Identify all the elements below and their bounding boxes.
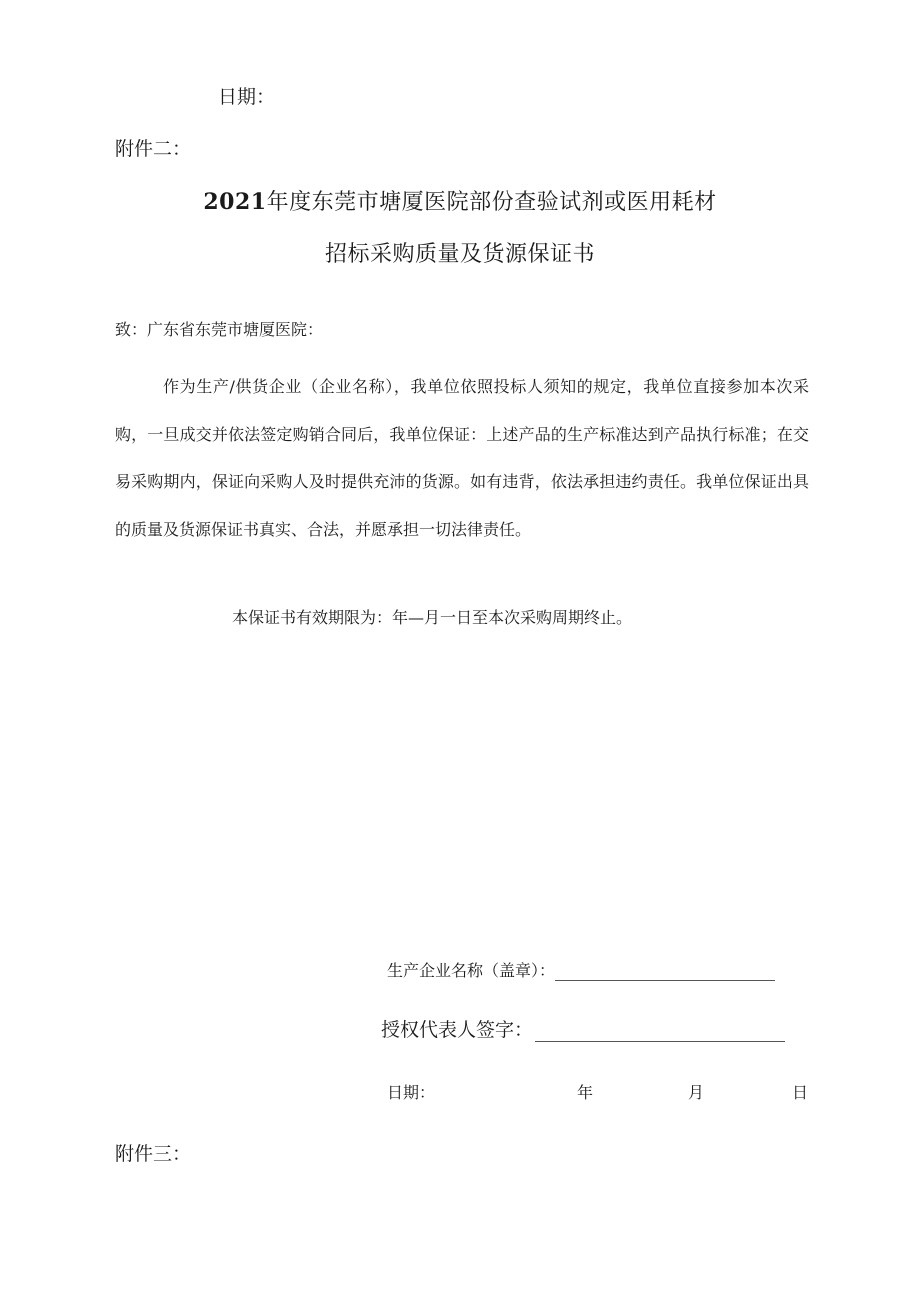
annex-two-label: 附件二：: [115, 138, 192, 160]
header-date-label: 日期：: [218, 86, 276, 108]
annex-three-label: 附件三：: [115, 1143, 192, 1165]
title-year: 2021: [203, 189, 267, 215]
company-name-signature-row: [387, 958, 775, 981]
title-line-1-text: 年度东莞市塘厦医院部份查验试剂或医用耗材: [266, 190, 717, 215]
representative-signature-blank[interactable]: [535, 1021, 785, 1042]
letter-addressee: 致：广东省东莞市塘厦医院：: [115, 320, 324, 339]
representative-signature-row: [381, 1015, 785, 1042]
signature-date-day: 日: [792, 1083, 809, 1102]
document-title-line-1: [0, 185, 920, 216]
signature-date-month: 月: [688, 1083, 705, 1102]
signature-date-label: 日期：: [387, 1083, 436, 1102]
letter-body: 作为生产/供货企业（企业名称），我单位依照投标人须知的规定，我单位直接参加本次采购，一旦成交并依法签定购销合同后，我单位保证：上述产品的生产标准达到产品执行标准；在交易采购期内，保证向采购人及时提供充沛的货源。如有违背，依法承担违约责任。我单位保证出具的质量及货源保证书真实、合法，并愿承担一切法律责任。: [115, 377, 809, 539]
company-name-blank[interactable]: [555, 962, 775, 981]
representative-label: 授权代表人签字：: [381, 1019, 534, 1041]
signature-date-year: 年: [577, 1083, 594, 1102]
validity-statement: 本保证书有效期限为：年—月一日至本次采购周期终止。: [232, 608, 633, 627]
company-name-label: 生产企业名称（盖章）：: [387, 961, 556, 980]
document-title-line-2: 招标采购质量及货源保证书: [324, 242, 595, 267]
